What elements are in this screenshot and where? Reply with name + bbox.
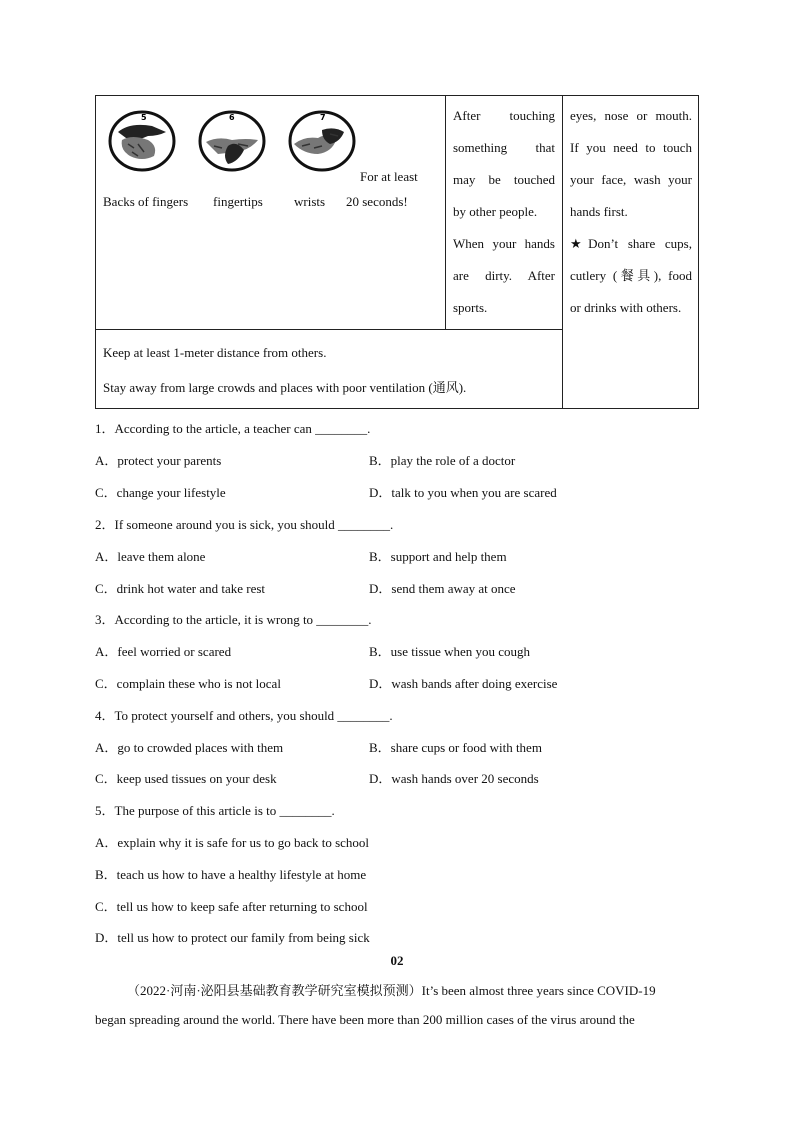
hand-wash-icon-wrists — [288, 110, 356, 177]
hand-label-wrists: wrists — [294, 194, 326, 209]
option-d: D．tell us how to protect our family from being sick — [95, 930, 370, 945]
cell-line: may be touched — [453, 172, 555, 187]
dont-share-cell — [570, 100, 692, 324]
cell-line: cutlery (餐具), food — [570, 268, 692, 283]
hand-number: 7 — [320, 113, 326, 122]
cell-line: hands first. — [570, 204, 628, 219]
passage-line-1: （2022·河南·泌阳县基础教育教学研究室模拟预测）It’s been almost three years since COVID-19 — [127, 983, 656, 998]
hand-number: 6 — [229, 113, 235, 122]
cell-line: your face, wash your — [570, 172, 692, 187]
distance-advice: Keep at least 1-meter distance from others. — [103, 345, 327, 360]
cell-line: eyes, nose or mouth. — [570, 108, 692, 123]
question-stem: 3．According to the article, it is wrong to ________. — [95, 612, 372, 627]
section-number: 02 — [390, 953, 404, 968]
option-b: B．use tissue when you cough — [369, 644, 531, 659]
duration-text-line1: For at least — [360, 169, 418, 184]
question-stem: 4．To protect yourself and others, you should ________. — [95, 708, 393, 723]
option-c: C．keep used tissues on your desk — [95, 771, 277, 786]
cell-line: something that — [453, 140, 555, 155]
question-stem: 5．The purpose of this article is to ________. — [95, 803, 335, 818]
option-a: A．leave them alone — [95, 549, 206, 564]
hand-wash-icon-fingertips — [198, 110, 266, 177]
table-divider-v1 — [445, 96, 446, 329]
cell-line: If you need to touch — [570, 140, 692, 155]
option-a: A．protect your parents — [95, 453, 222, 468]
hygiene-table — [95, 95, 699, 409]
cell-line: are dirty. After — [453, 268, 555, 283]
cell-line: by other people. — [453, 204, 538, 219]
option-c: C．change your lifestyle — [95, 485, 226, 500]
passage-line-2: began spreading around the world. There have been more than 200 million cases of the virus around the — [95, 1012, 635, 1027]
hand-number: 5 — [141, 113, 147, 122]
duration-text-line2: 20 seconds! — [346, 194, 408, 209]
cell-line: When your hands — [453, 236, 555, 251]
question-stem: 2．If someone around you is sick, you should ________. — [95, 517, 394, 532]
option-d: D．send them away at once — [369, 581, 516, 596]
table-divider-v2 — [562, 96, 563, 409]
option-d: D．wash bands after doing exercise — [369, 676, 558, 691]
cell-line: After touching — [453, 108, 555, 123]
option-c: C．complain these who is not local — [95, 676, 281, 691]
option-b: B．teach us how to have a healthy lifestyle at home — [95, 867, 367, 882]
option-b: B．play the role of a doctor — [369, 453, 516, 468]
table-divider-h — [96, 329, 563, 330]
option-a: A．feel worried or scared — [95, 644, 232, 659]
option-a: A．explain why it is safe for us to go back to school — [95, 835, 370, 850]
option-b: B．share cups or food with them — [369, 740, 542, 755]
cell-line: or drinks with others. — [570, 300, 682, 315]
option-d: D．wash hands over 20 seconds — [369, 771, 539, 786]
option-c: C．tell us how to keep safe after returning to school — [95, 899, 368, 914]
question-stem: 1．According to the article, a teacher can ________. — [95, 421, 371, 436]
cell-line: sports. — [453, 300, 488, 315]
when-to-wash-cell — [453, 100, 555, 324]
option-a: A．go to crowded places with them — [95, 740, 284, 755]
hand-label-backs-of-fingers: Backs of fingers — [103, 194, 189, 209]
hand-wash-icon-backs-of-fingers — [108, 110, 176, 177]
option-b: B．support and help them — [369, 549, 507, 564]
option-c: C．drink hot water and take rest — [95, 581, 266, 596]
cell-line: ★Don’t share cups, — [570, 236, 692, 251]
crowd-advice: Stay away from large crowds and places with poor ventilation (通风). — [103, 380, 467, 395]
hand-label-fingertips: fingertips — [213, 194, 263, 209]
option-d: D．talk to you when you are scared — [369, 485, 557, 500]
